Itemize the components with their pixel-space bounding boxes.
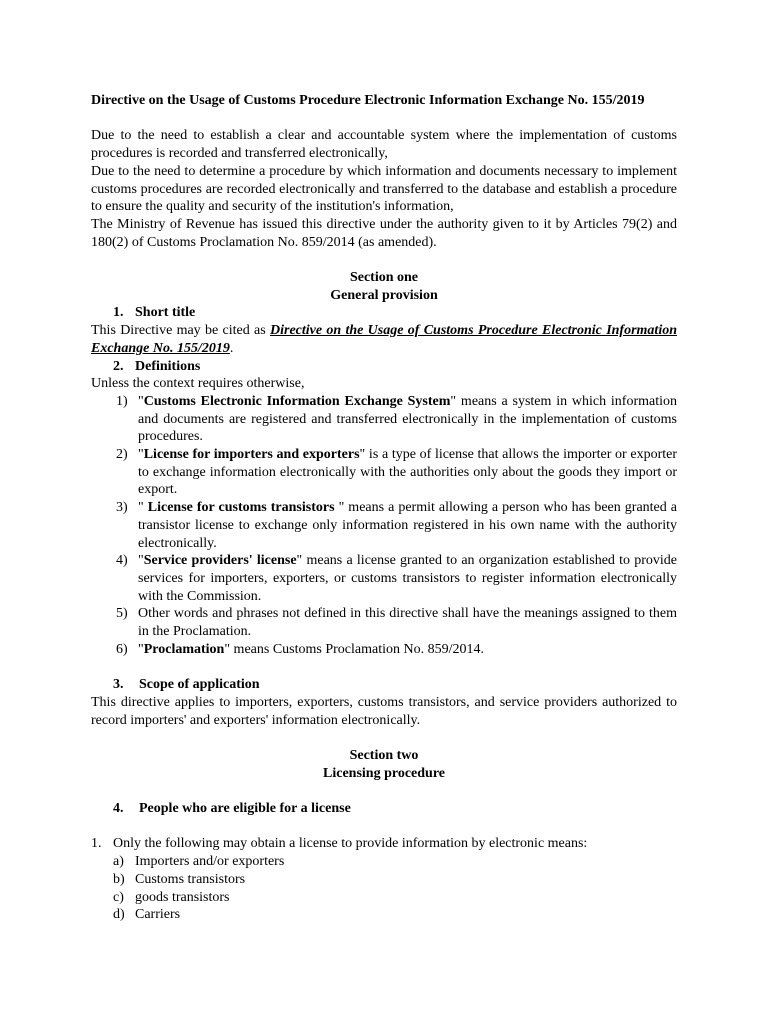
subitem-text: Carriers — [135, 907, 181, 923]
preamble — [91, 127, 677, 251]
definition-item — [91, 605, 677, 640]
scope-text: This directive applies to importers, exporters, customs transistors, and service providers authorized to record importers' and exporters' information electronically. — [91, 694, 677, 728]
definition-number: 2) — [116, 447, 128, 463]
eligible-subitems — [91, 853, 677, 924]
eligible-heading — [91, 800, 677, 818]
subitem-letter: b) — [113, 871, 125, 887]
heading-text: People who are eligible for a license — [139, 801, 351, 817]
definition-text: Other words and phrases not defined in this directive shall have the meanings assigned to them in the Proclamation. — [138, 606, 677, 640]
section-one-label: Section one — [349, 270, 419, 285]
heading-number: 2. — [113, 358, 124, 374]
definition-text: " means a license granted to an organization established to provide services for importers, exporters, or customs transistors to register information electronically with the Commission. — [138, 553, 678, 604]
definition-open-quote: " — [138, 500, 148, 516]
heading-number: 3. — [113, 677, 124, 693]
short-title-text — [91, 322, 677, 357]
definition-item — [91, 552, 677, 605]
subitem-letter: a) — [113, 854, 124, 870]
definition-open-quote: " — [138, 393, 144, 409]
definition-item — [91, 641, 677, 659]
definition-number: 1) — [116, 393, 128, 409]
definitions-heading — [91, 358, 677, 376]
eligible-subitem — [91, 889, 677, 907]
heading-number: 1. — [113, 305, 124, 321]
heading-text: Short title — [135, 305, 196, 321]
item-text: Only the following may obtain a license to provide information by electronic means: — [113, 836, 588, 852]
definition-text: " means a system in which information and documents are registered and transferred electronically in the implementation of customs procedures. — [138, 393, 677, 445]
definition-number: 4) — [116, 553, 128, 569]
subitem-text: Importers and/or exporters — [135, 854, 285, 870]
definition-text: " means Customs Proclamation No. 859/2014. — [224, 641, 484, 657]
definition-text: " is a type of license that allows the importer or exporter to exchange information electronically with the authorities only about the goods they import or export. — [138, 447, 677, 498]
scope-heading — [91, 676, 677, 694]
item-number: 1. — [91, 836, 102, 852]
definition-term: Customs Electronic Information Exchange System — [143, 393, 451, 409]
eligible-subitem — [91, 871, 677, 889]
preamble-paragraph: The Ministry of Revenue has issued this directive under the authority given to it by Articles 79(2) and 180(2) of Customs Proclamation No. 859/2014 (as amended). — [91, 216, 677, 250]
short-title-prefix: This Directive may be cited as — [91, 323, 270, 339]
definition-number: 5) — [116, 606, 128, 622]
definition-term: Service providers' license — [143, 553, 297, 569]
subitem-letter: d) — [113, 907, 125, 923]
definition-number: 3) — [116, 500, 128, 516]
definitions-intro: Unless the context requires otherwise, — [91, 376, 305, 392]
definition-number: 6) — [116, 641, 128, 657]
heading-text: Definitions — [135, 358, 201, 374]
definition-term: License for importers and exporters — [143, 447, 360, 463]
eligible-subitem — [91, 906, 677, 924]
definition-open-quote: " — [138, 553, 144, 569]
definition-item — [91, 499, 677, 552]
subitem-text: goods transistors — [135, 889, 230, 905]
document-page — [91, 92, 677, 924]
eligible-subitem — [91, 853, 677, 871]
cited-directive-name: Directive on the Usage of Customs Procedure Electronic Information Exchange No. 155/2019 — [91, 323, 677, 356]
section-one-title: General provision — [330, 287, 438, 303]
definition-item — [91, 393, 677, 446]
definition-term: License for customs transistors — [147, 500, 335, 516]
preamble-paragraph: Due to the need to establish a clear and accountable system where the implementation of customs procedures is recorded and transferred electronically, — [91, 128, 677, 162]
heading-number: 4. — [113, 801, 124, 817]
short-title-suffix: . — [229, 340, 234, 356]
document-title: Directive on the Usage of Customs Procedure Electronic Information Exchange No. 155/2019 — [91, 93, 645, 108]
definition-term: Proclamation — [143, 641, 225, 657]
subitem-text: Customs transistors — [135, 871, 246, 887]
definition-open-quote: " — [138, 641, 144, 657]
eligible-item — [91, 835, 677, 853]
definition-item — [91, 446, 677, 499]
definition-text: " means a permit allowing a person who has been granted a transistor license to exchange only information registered in his own name with the authority electronically. — [138, 500, 677, 551]
definitions-list — [91, 393, 677, 659]
heading-text: Scope of application — [139, 677, 260, 693]
section-two-label: Section two — [349, 747, 419, 763]
section-two-title: Licensing procedure — [323, 765, 445, 781]
short-title-heading — [91, 304, 677, 322]
preamble-paragraph: Due to the need to determine a procedure by which information and documents necessary to implement customs procedures are recorded electronically and transferred to the database and establish a procedure to ensure the quality and security of the institution's information, — [91, 163, 677, 215]
subitem-letter: c) — [113, 889, 124, 905]
definition-open-quote: " — [138, 447, 144, 463]
